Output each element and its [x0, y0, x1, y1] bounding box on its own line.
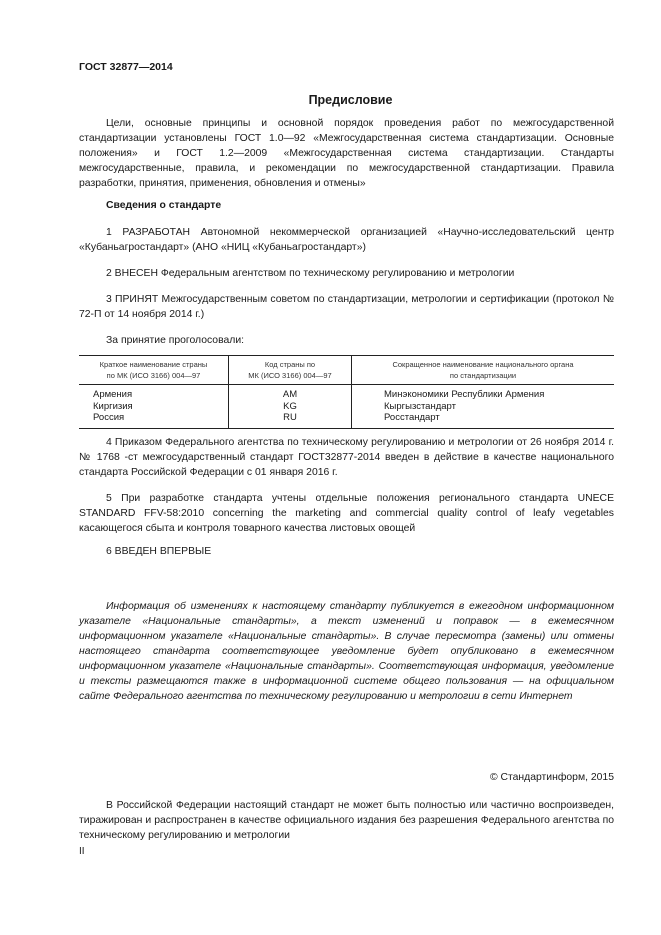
table-header-row	[79, 356, 614, 385]
table-header-country: Краткое наименование страны по МК (ИСО 3166) 004—97	[79, 356, 229, 385]
info-heading: Сведения о стандарте	[106, 200, 222, 211]
table-cell-country: Армения	[93, 389, 133, 400]
legal-notice: В Российской Федерации настоящий стандарт не может быть полностью или частично воспроизведен, тиражирован и распространен в качестве официального издания без разрешения Федерального агентства по техническому регулированию и метрологии	[79, 800, 614, 841]
table-cell-code: RU	[229, 412, 352, 428]
item-2-introduced: 2 ВНЕСЕН Федеральным агентством по техническому регулированию и метрологии	[106, 268, 515, 279]
table-row	[79, 412, 614, 428]
copyright: © Стандартинформ, 2015	[489, 772, 614, 783]
table-row	[79, 385, 614, 401]
page-number: II	[79, 846, 85, 857]
table-cell-code: AM	[229, 385, 352, 401]
item-3-adopted: 3 ПРИНЯТ Межгосударственным советом по стандартизации, метрологии и сертификации (протокол № 72-П от 14 ноября 2014 г.)	[79, 294, 614, 320]
table-cell-body: Минэкономики Республики Армения	[352, 385, 615, 401]
table-cell-code: KG	[229, 401, 352, 413]
item-4-order: 4 Приказом Федерального агентства по техническому регулированию и метрологии от 26 ноября 2014 г. № 1768 -ст межгосударственный стандарт ГОСТ32877-2014 введен в действие в качестве национального стандарта Российской Федерации с 01 января 2016 г.	[79, 437, 614, 478]
voted-label: За принятие проголосовали:	[106, 335, 245, 346]
table-header-body: Сокращенное наименование национального органа по стандартизации	[352, 356, 615, 385]
table-header-code: Код страны по МК (ИСО 3166) 004—97	[229, 356, 352, 385]
table-cell-country: Киргизия	[93, 400, 133, 412]
item-5-basis: 5 При разработке стандарта учтены отдельные положения регионального стандарта UNECE STANDARD FFV-58:2010 concerning the marketing and commercial quality control of leafy vegetables касающегося сбыта и контроля товарного качества листовых овощей	[79, 493, 614, 534]
table-cell-country: Россия	[79, 412, 229, 428]
document-code: ГОСТ 32877—2014	[79, 61, 173, 73]
intro-paragraph: Цели, основные принципы и основной порядок проведения работ по межгосударственной стандартизации установлены ГОСТ 1.0—92 «Межгосударственная система стандартизации. Основные положения» и ГОСТ 1.2—2009 «Межгосударственная система стандартизации. Стандарты межгосударственные, правила, и рекомендации по межгосударственной стандартизации. Правила разработки, принятия, применения, обновления и отмены»	[79, 118, 614, 189]
table-cell-body: Росстандарт	[352, 412, 615, 428]
item-6-first: 6 ВВЕДЕН ВПЕРВЫЕ	[106, 546, 212, 557]
item-1-developed: 1 РАЗРАБОТАН Автономной некоммерческой организацией «Научно-исследовательский центр «Кубаньагростандарт» (АНО «НИЦ «Кубаньагростандарт»)	[79, 227, 614, 253]
countries-table	[79, 355, 614, 429]
changes-notice: Информация об изменениях к настоящему стандарту публикуется в ежегодном информационном указателе «Национальные стандарты», а текст изменений и поправок — в ежемесячном информационном указателе «Национальные стандарты». В случае пересмотра (замены) или отмены настоящего стандарта соответствующее уведомление будет опубликовано в ежемесячном информационном указателе «Национальные стандарты». Соответствующая информация, уведомление и тексты размещаются также в информационной системе общего пользования — на официальном сайте Федерального агентства по техническому регулированию и метрологии в сети Интернет	[79, 601, 614, 702]
table-cell-body: Кыргызстандарт	[352, 401, 615, 413]
table-row	[79, 401, 614, 413]
page-title: Предисловие	[308, 93, 393, 107]
